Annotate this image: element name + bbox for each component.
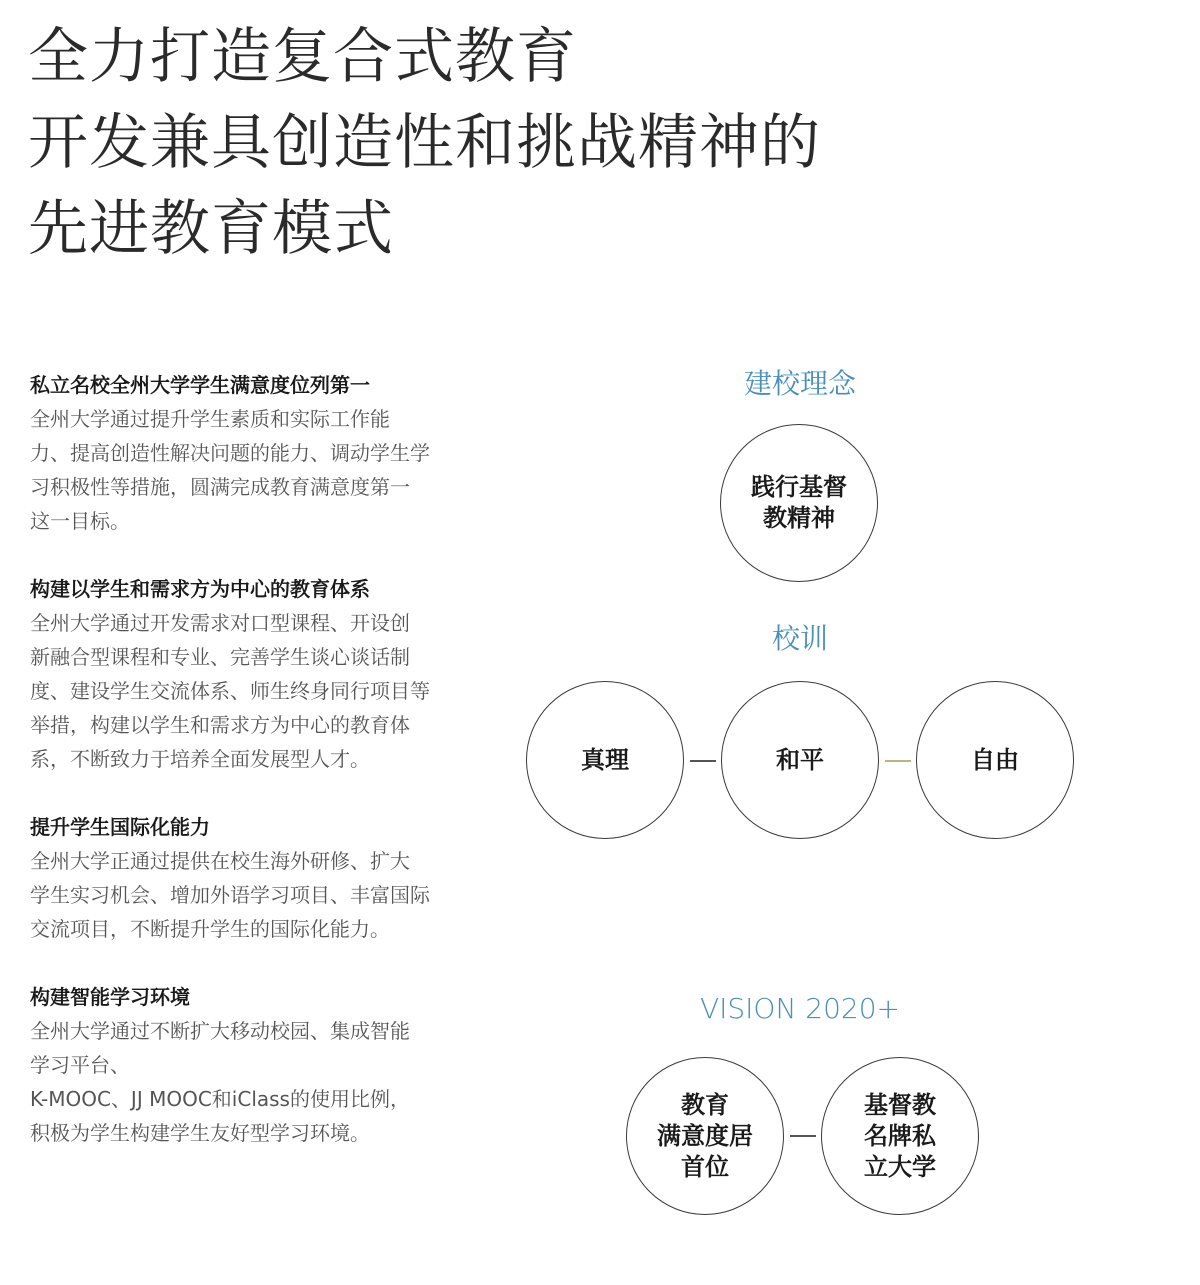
section-body-line: 系，不断致力于培养全面发展型人才。 <box>30 747 370 771</box>
section-body-line: 积极为学生构建学生友好型学习环境。 <box>30 1121 370 1145</box>
motto-label: 校训 <box>771 622 828 655</box>
section-body-line: 全州大学正通过提供在校生海外研修、扩大 <box>30 849 410 873</box>
vision-circle-christian-university <box>821 1057 979 1215</box>
philosophy-label: 建校理念 <box>743 367 856 400</box>
circle-text-line: 和平 <box>776 745 824 774</box>
section-body-line: 全州大学通过提升学生素质和实际工作能 <box>30 407 390 431</box>
headline-line-3: 先进教育模式 <box>28 194 394 264</box>
headline-line-1: 全力打造复合式教育 <box>28 22 577 92</box>
section-body-line: 学习平台、 <box>30 1053 130 1077</box>
motto-circle-peace <box>721 681 879 839</box>
motto-connector <box>690 760 716 762</box>
motto-connector <box>885 760 911 762</box>
section-body-line: 学生实习机会、增加外语学习项目、丰富国际 <box>30 883 430 907</box>
section-education-system <box>30 572 460 776</box>
motto-circle-freedom <box>916 681 1074 839</box>
section-body-line: 举措，构建以学生和需求方为中心的教育体 <box>30 713 410 737</box>
section-title: 构建智能学习环境 <box>30 985 190 1009</box>
vision-connector <box>790 1135 816 1137</box>
circle-text-line: 满意度居 <box>657 1121 753 1150</box>
section-satisfaction <box>30 368 460 538</box>
circle-text-line: 践行基督 <box>751 473 847 501</box>
circle-text-line: 教精神 <box>763 504 835 532</box>
section-body <box>30 844 460 946</box>
philosophy-circle <box>720 424 878 582</box>
headline-line-2: 开发兼具创造性和挑战精神的 <box>28 108 821 178</box>
section-body-line: 度、建设学生交流体系、师生终身同行项目等 <box>30 679 430 703</box>
vision-circle-satisfaction <box>626 1057 784 1215</box>
section-international <box>30 810 460 946</box>
headline <box>28 14 821 272</box>
circle-text-line: 立大学 <box>864 1152 936 1181</box>
circle-text-line: 名牌私 <box>864 1121 936 1150</box>
section-body-line: 这一目标。 <box>30 509 130 533</box>
section-body <box>30 1014 460 1150</box>
section-body-line: 全州大学通过不断扩大移动校园、集成智能 <box>30 1019 410 1043</box>
circle-text-line: 自由 <box>971 745 1019 774</box>
circle-text-line: 首位 <box>681 1152 729 1181</box>
section-title: 构建以学生和需求方为中心的教育体系 <box>30 577 370 601</box>
section-smart-learning <box>30 980 460 1150</box>
section-body-line: 新融合型课程和专业、完善学生谈心谈话制 <box>30 645 410 669</box>
section-title: 私立名校全州大学学生满意度位列第一 <box>30 373 370 397</box>
section-title: 提升学生国际化能力 <box>30 815 210 839</box>
section-body-line: 全州大学通过开发需求对口型课程、开设创 <box>30 611 410 635</box>
section-body-line: 交流项目，不断提升学生的国际化能力。 <box>30 917 390 941</box>
section-body-line: 习积极性等措施，圆满完成教育满意度第一 <box>30 475 410 499</box>
section-body-line: 力、提高创造性解决问题的能力、调动学生学 <box>30 441 430 465</box>
section-body-line: K-MOOC、JJ MOOC和iClass的使用比例， <box>30 1087 410 1111</box>
feature-sections <box>30 368 460 1184</box>
circle-text-line: 教育 <box>681 1090 729 1119</box>
vision-label: VISION 2020+ <box>699 992 901 1025</box>
circle-text-line: 真理 <box>581 745 629 774</box>
circle-text-line: 基督教 <box>864 1090 936 1119</box>
section-body <box>30 402 460 538</box>
motto-circle-truth <box>526 681 684 839</box>
section-body <box>30 606 460 776</box>
